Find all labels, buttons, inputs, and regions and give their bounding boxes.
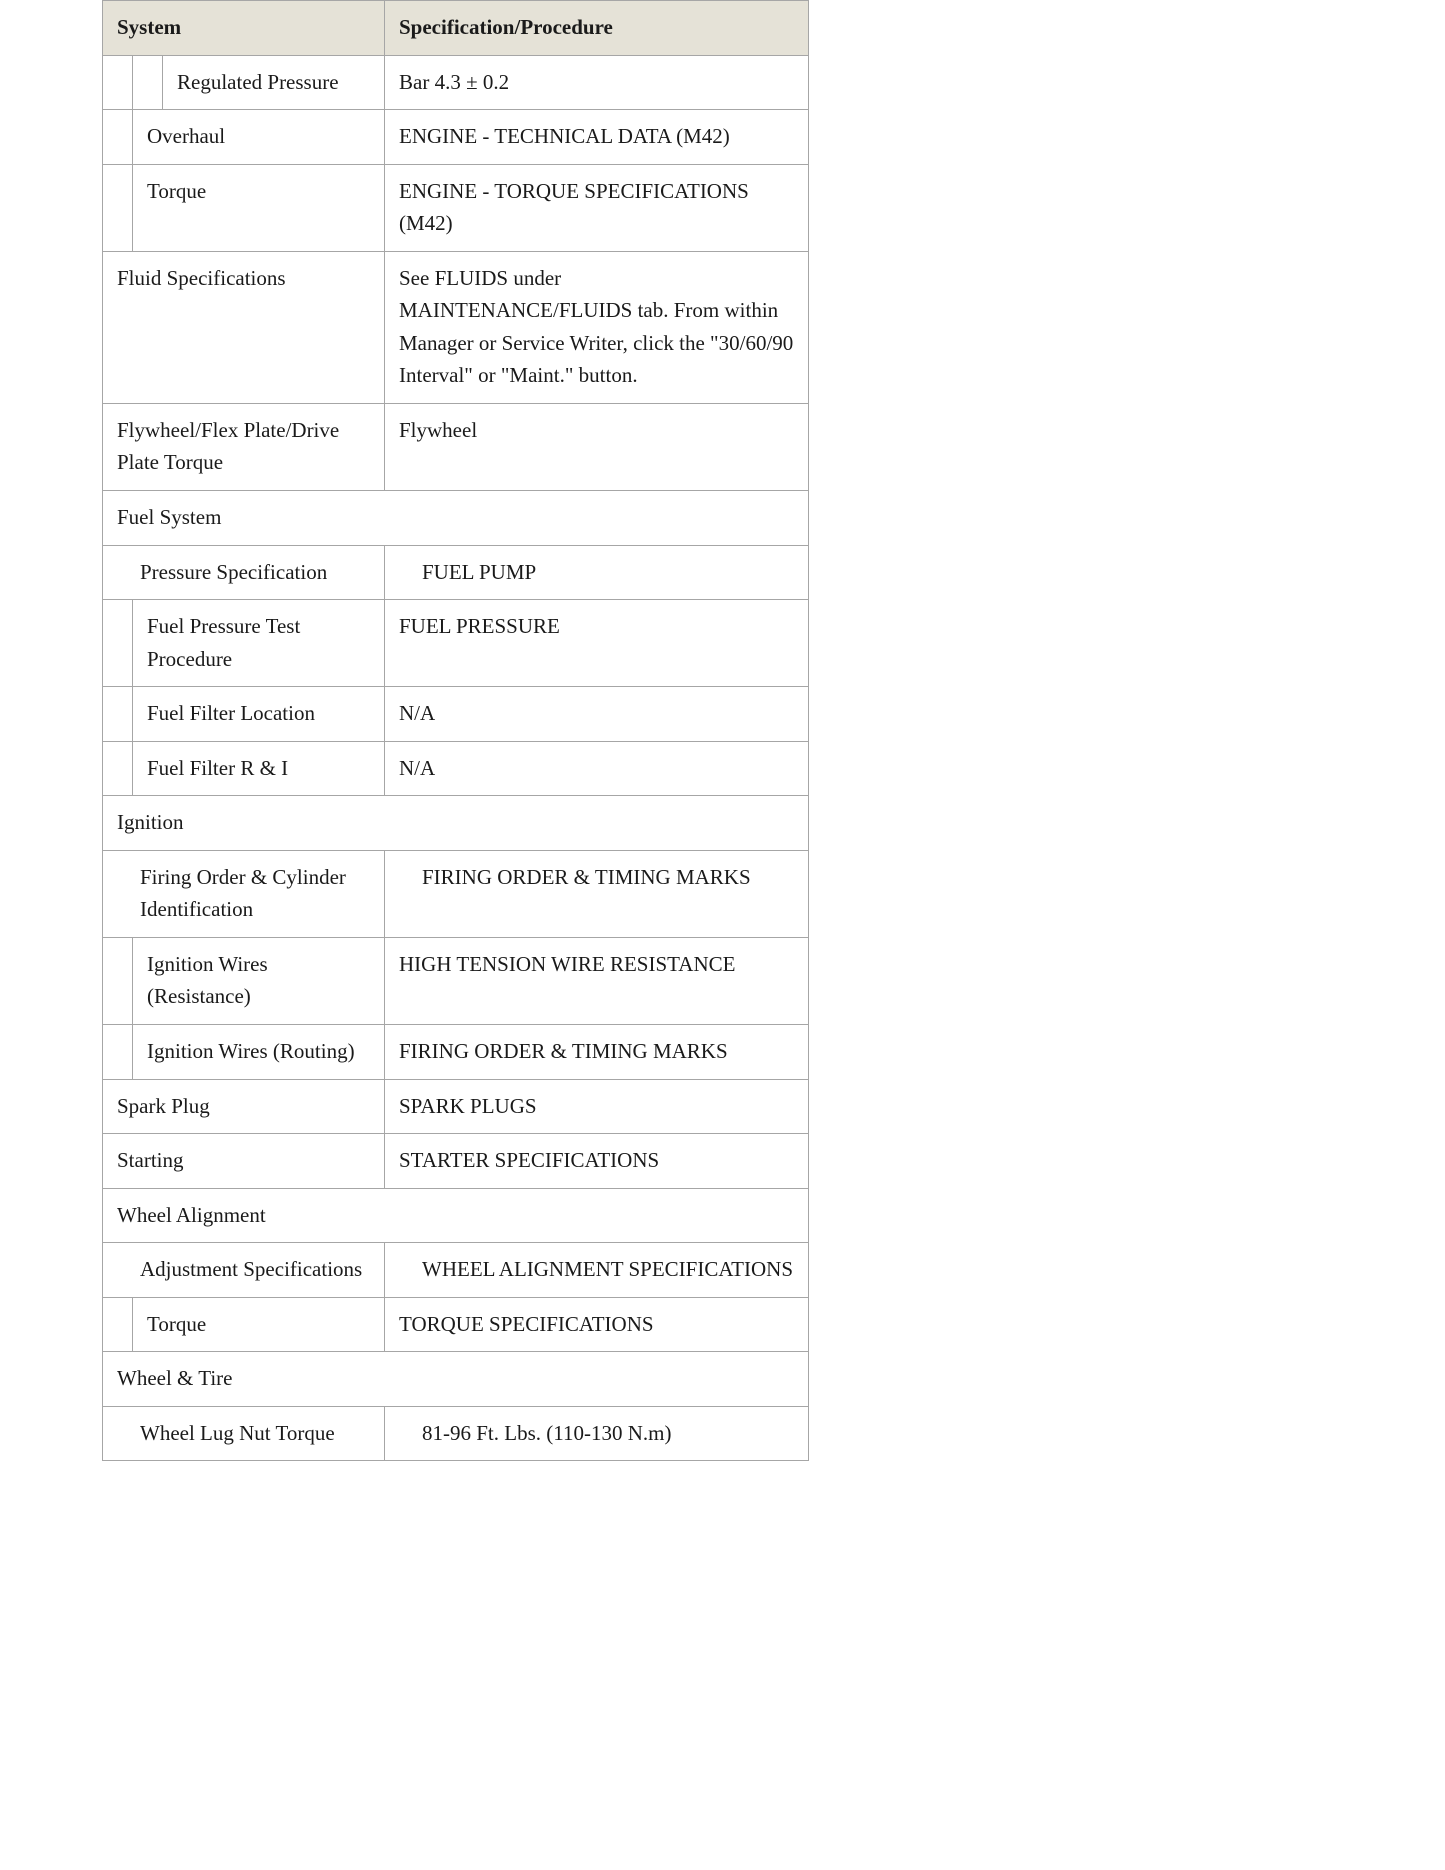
spec-link[interactable]: STARTER SPECIFICATIONS [385, 1134, 809, 1189]
system-cell [103, 1243, 385, 1298]
table-row [103, 1406, 809, 1461]
spec-value: 81-96 Ft. Lbs. (110-130 N.m) [422, 1420, 672, 1445]
spec-link[interactable]: TORQUE SPECIFICATIONS [385, 1297, 809, 1352]
table-row [103, 164, 809, 251]
system-cell [103, 687, 385, 742]
table-row [103, 545, 809, 600]
table-row [103, 937, 809, 1024]
system-label: Regulated Pressure [177, 69, 339, 94]
spec-cell: N/A [385, 687, 809, 742]
system-cell [103, 741, 385, 796]
system-cell [103, 110, 385, 165]
table-row [103, 251, 809, 403]
system-label: Ignition Wires (Routing) [147, 1039, 355, 1064]
table-row [103, 1079, 809, 1134]
system-label: Wheel Lug Nut Torque [140, 1420, 335, 1445]
system-label: Fuel Filter R & I [147, 755, 289, 780]
spec-link[interactable]: FUEL PRESSURE [385, 600, 809, 687]
system-label: Adjustment Specifications [140, 1257, 363, 1282]
system-label: Spark Plug [103, 1079, 385, 1134]
table-row [103, 1134, 809, 1189]
system-cell [103, 55, 385, 110]
spec-cell [385, 1406, 809, 1461]
table-row [103, 1297, 809, 1352]
table-row [103, 403, 809, 490]
section-row [103, 491, 809, 546]
indent-bar [103, 600, 133, 686]
indent-bar [103, 938, 133, 1024]
specification-table [102, 0, 809, 1461]
section-heading: Wheel Alignment [103, 1188, 809, 1243]
spec-link[interactable]: HIGH TENSION WIRE RESISTANCE [385, 937, 809, 1024]
table-row [103, 55, 809, 110]
indent-bar [103, 165, 133, 251]
indent-bar [103, 1298, 133, 1352]
spec-cell [385, 1243, 809, 1298]
spec-column-header: Specification/Procedure [385, 1, 809, 56]
spec-cell: Bar 4.3 ± 0.2 [385, 55, 809, 110]
spec-link[interactable]: FUEL PUMP [422, 559, 537, 584]
table-row [103, 1243, 809, 1298]
system-label: Overhaul [147, 124, 226, 149]
section-heading: Fuel System [103, 491, 809, 546]
section-heading: Ignition [103, 796, 809, 851]
system-cell [103, 1406, 385, 1461]
section-row [103, 796, 809, 851]
system-label: Torque [147, 178, 207, 203]
system-label: Pressure Specification [140, 559, 328, 584]
system-cell [103, 545, 385, 600]
system-cell [103, 850, 385, 937]
system-label: Starting [103, 1134, 385, 1189]
system-label: Flywheel/Flex Plate/Drive Plate Torque [103, 403, 385, 490]
spec-cell [385, 850, 809, 937]
spec-cell: See FLUIDS under MAINTENANCE/FLUIDS tab. From within Manager or Service Writer, click the "30/60/90 Interval" or "Maint." button. [385, 251, 809, 403]
spec-link[interactable]: Flywheel [385, 403, 809, 490]
system-cell [103, 600, 385, 687]
spec-link[interactable]: ENGINE - TECHNICAL DATA (M42) [385, 110, 809, 165]
spec-cell: N/A [385, 741, 809, 796]
system-label: Ignition Wires (Resistance) [147, 951, 268, 1009]
spec-link[interactable]: SPARK PLUGS [385, 1079, 809, 1134]
system-label: Fuel Pressure Test Procedure [147, 614, 301, 671]
indent-bar [103, 110, 133, 164]
spec-link[interactable]: FIRING ORDER & TIMING MARKS [385, 1025, 809, 1080]
system-column-header: System [103, 1, 385, 56]
spec-link[interactable]: ENGINE - TORQUE SPECIFICATIONS (M42) [385, 164, 809, 251]
table-row [103, 687, 809, 742]
indent-bar [133, 56, 163, 110]
system-cell [103, 164, 385, 251]
spec-cell [385, 545, 809, 600]
indent-bar [103, 742, 133, 796]
table-row [103, 741, 809, 796]
spec-link[interactable]: FIRING ORDER & TIMING MARKS [422, 864, 751, 889]
table-header-row [103, 1, 809, 56]
system-cell [103, 1025, 385, 1080]
spec-link[interactable]: WHEEL ALIGNMENT SPECIFICATIONS [422, 1257, 793, 1282]
indent-bar [103, 1025, 133, 1079]
section-row [103, 1188, 809, 1243]
system-cell [103, 1297, 385, 1352]
section-heading: Wheel & Tire [103, 1352, 809, 1407]
indent-bar [103, 687, 133, 741]
table-row [103, 110, 809, 165]
table-row [103, 600, 809, 687]
table-row [103, 850, 809, 937]
table-row [103, 1025, 809, 1080]
system-label: Torque [147, 1311, 207, 1336]
section-row [103, 1352, 809, 1407]
system-label: Fluid Specifications [103, 251, 385, 403]
indent-bar [103, 56, 133, 110]
system-label: Firing Order & Cylinder Identification [140, 864, 346, 922]
system-label: Fuel Filter Location [147, 701, 315, 726]
system-cell [103, 937, 385, 1024]
